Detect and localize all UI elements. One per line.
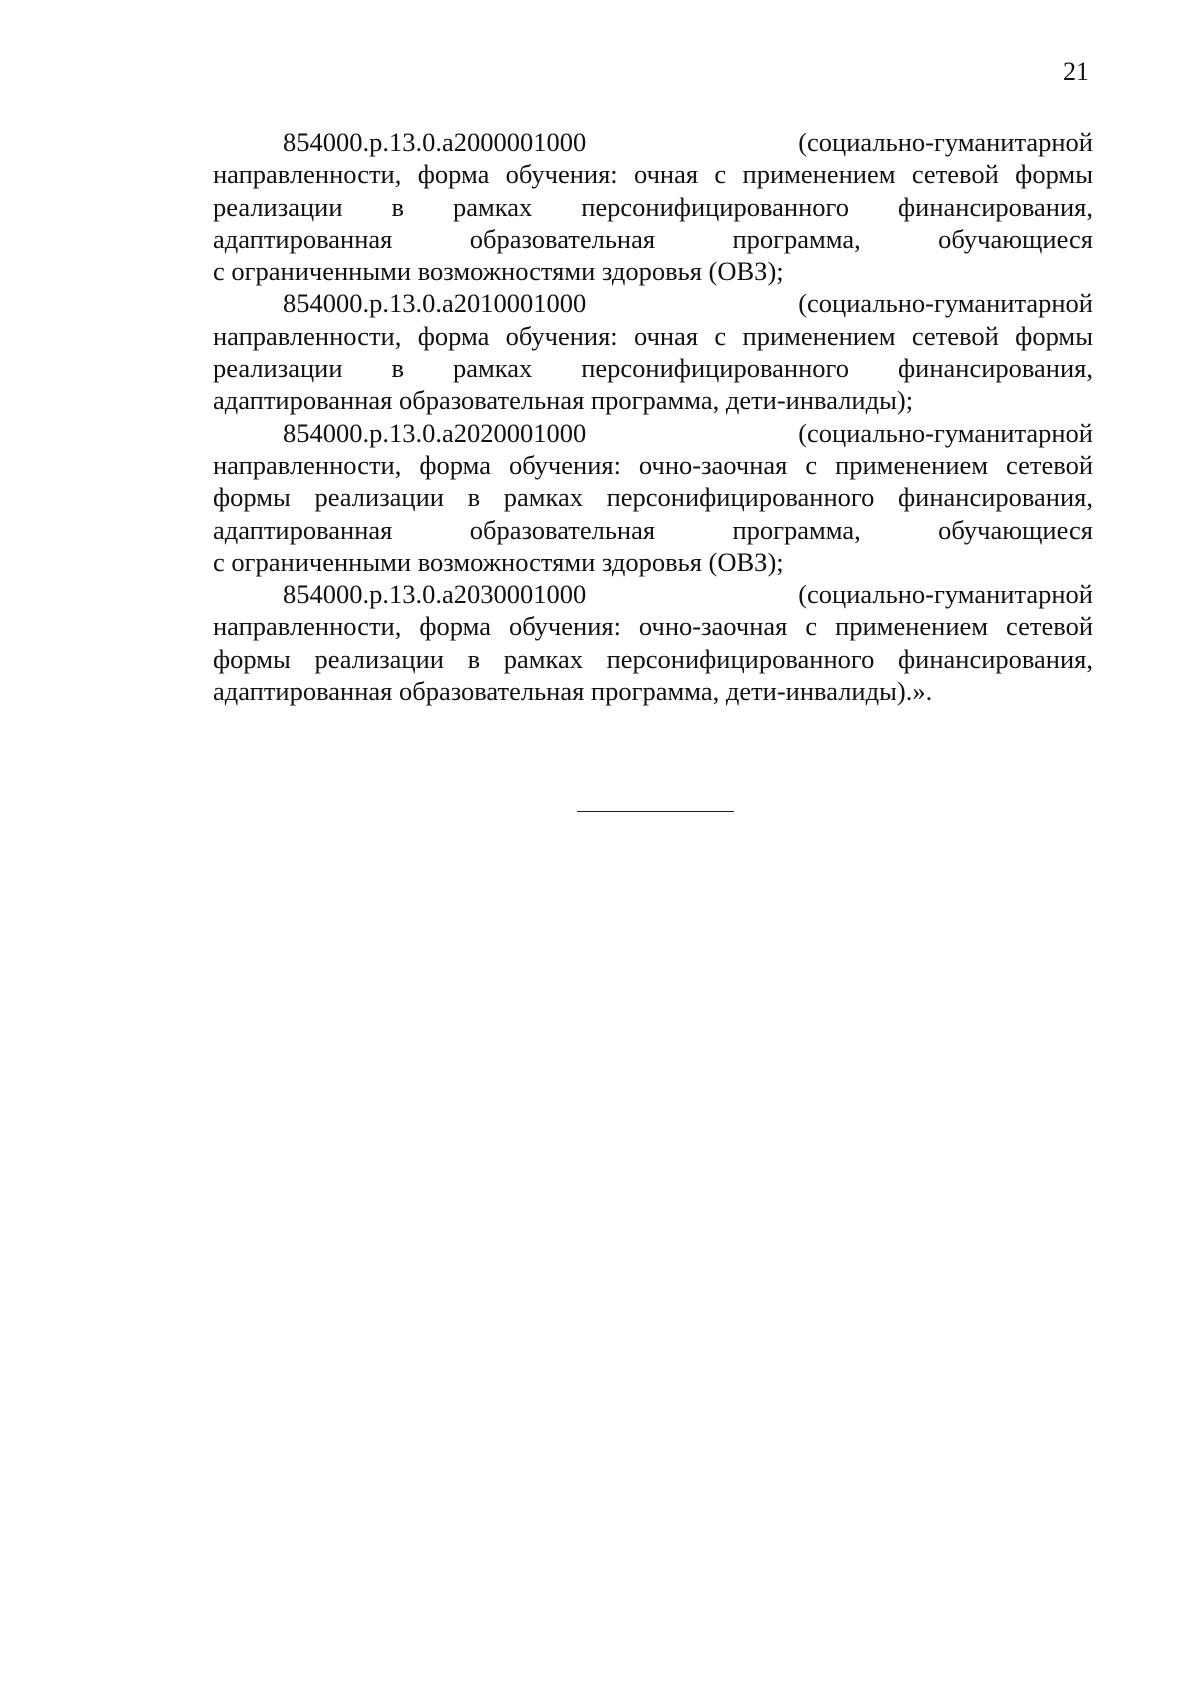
paragraph-line: адаптированная образовательная программа, дети-инвалиды);: [213, 385, 914, 416]
document-body: [213, 126, 1093, 707]
paragraph-line: адаптированная образовательная программа, обучающиеся: [213, 514, 1093, 545]
paragraph-line: 854000.р.13.0.а2000001000 (социально-гуманитарной: [283, 127, 1093, 157]
paragraph-line: реализации в рамках персонифицированного финансирования,: [213, 191, 1093, 222]
paragraph-line: направленности, форма обучения: очно-заочная с применением сетевой: [213, 449, 1093, 480]
paragraph-line: адаптированная образовательная программа, дети-инвалиды).».: [213, 676, 933, 707]
paragraph-line: направленности, форма обучения: очно-заочная с применением сетевой: [213, 611, 1093, 642]
paragraph-2: [213, 287, 1093, 416]
paragraph-line: реализации в рамках персонифицированного финансирования,: [213, 353, 1093, 384]
paragraph-line: направленности, форма обучения: очная с применением сетевой формы: [213, 320, 1093, 351]
paragraph-line: формы реализации в рамках персонифицированного финансирования,: [213, 643, 1093, 674]
paragraph-line: 854000.р.13.0.а2020001000 (социально-гуманитарной: [283, 417, 1093, 448]
paragraph-4: [213, 578, 1093, 707]
paragraph-line: с ограниченными возможностями здоровья (ОВЗ);: [213, 256, 784, 287]
paragraph-line: формы реализации в рамках персонифицированного финансирования,: [213, 482, 1093, 513]
paragraph-line: с ограниченными возможностями здоровья (ОВЗ);: [213, 546, 784, 577]
page-number: 21: [1063, 57, 1089, 86]
paragraph-line: адаптированная образовательная программа, обучающиеся: [213, 223, 1093, 254]
paragraph-3: [213, 417, 1093, 578]
paragraph-line: 854000.р.13.0.а2010001000 (социально-гуманитарной: [283, 288, 1093, 319]
paragraph-1: [213, 126, 1093, 287]
end-separator-line: [577, 811, 734, 812]
paragraph-line: направленности, форма обучения: очная с применением сетевой формы: [213, 159, 1093, 190]
paragraph-line: 854000.р.13.0.а2030001000 (социально-гуманитарной: [283, 579, 1093, 610]
